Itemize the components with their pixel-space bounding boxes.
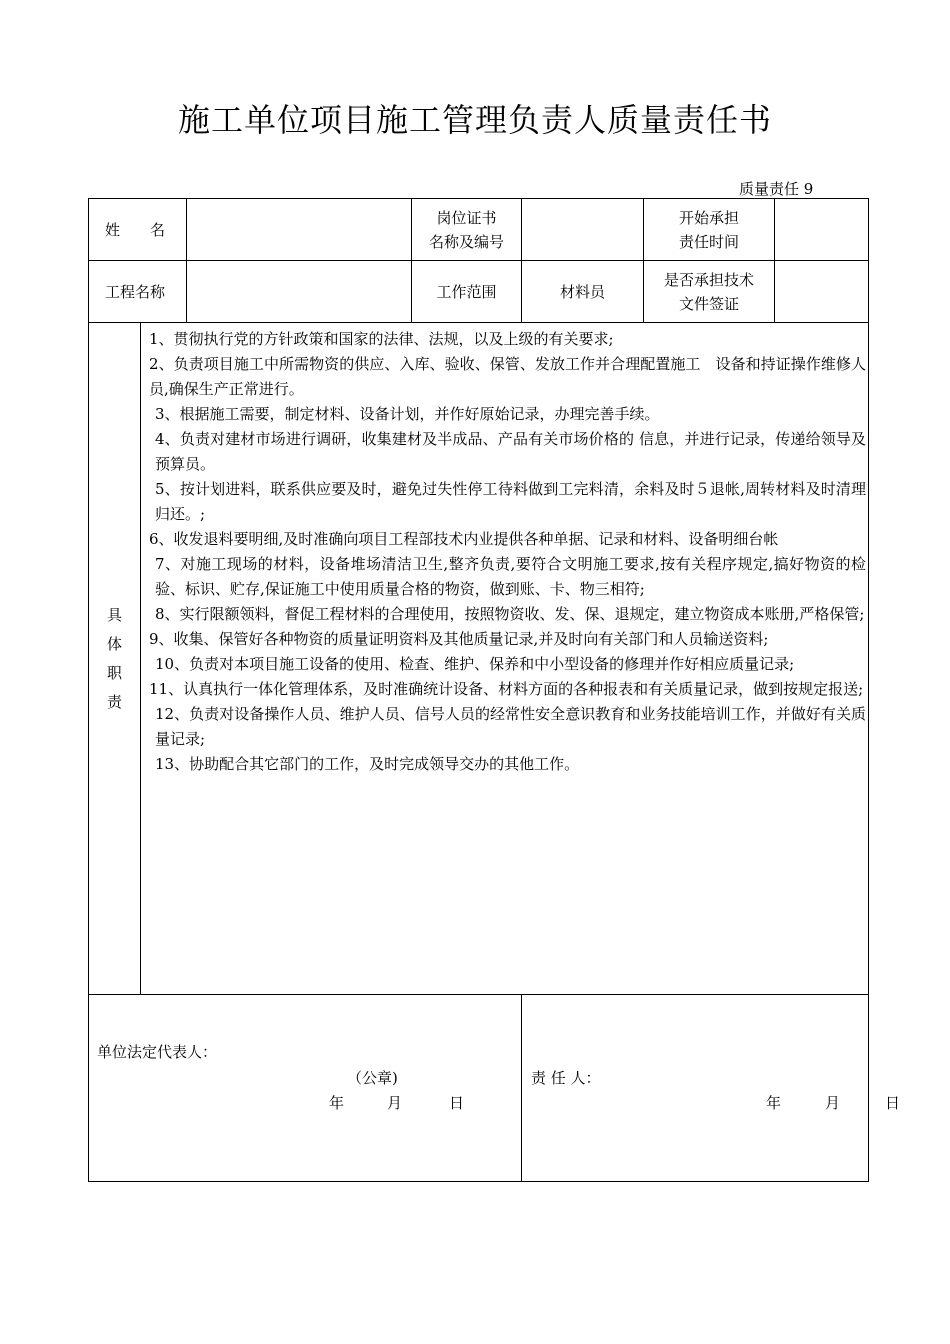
duties-label-char: 责 xyxy=(106,692,122,711)
duty-item: 8、实行限额领料，督促工程材料的合理使用，按照物资收、发、保、退规定，建立物资成本账册,严格保管; xyxy=(155,605,865,623)
project-value[interactable] xyxy=(187,261,412,323)
tech-label-line1: 是否承担技术 xyxy=(664,270,755,289)
responsible-label: 责 任 人： xyxy=(531,1069,601,1087)
cert-label xyxy=(412,199,522,261)
responsible-signature-cell xyxy=(522,995,901,1182)
duty-item: 10、负责对本项目施工设备的使用、检查、维护、保养和中小型设备的修理并作好相应质量记录; xyxy=(155,655,795,673)
duties-list xyxy=(141,323,869,995)
duties-label-char: 体 xyxy=(106,634,122,653)
start-time-value[interactable] xyxy=(775,199,869,261)
table-row-project xyxy=(89,261,869,323)
document-title: 施工单位项目施工管理负责人质量责任书 xyxy=(177,101,772,139)
duty-item: 4、负责对建材市场进行调研，收集建材及半成品、产品有关市场价格的 信息，并进行记录，传递给领导及预算员。 xyxy=(155,430,867,473)
table-row-signature xyxy=(89,995,869,1182)
tech-sign-value[interactable] xyxy=(775,261,869,323)
name-value[interactable] xyxy=(187,199,412,261)
project-label: 工程名称 xyxy=(89,261,187,323)
duty-item: 11、认真执行一体化管理体系，及时准确统计设备、材料方面的各种报表和有关质量记录，做到按规定报送; xyxy=(149,680,864,698)
duty-item: 5、按计划进料，联系供应要及时，避免过失性停工待料做到工完料清，余料及时５退帐,周转材料及时清理归还。; xyxy=(155,480,867,523)
duties-label-char: 职 xyxy=(106,663,122,682)
scope-value[interactable]: 材料员 xyxy=(522,261,644,323)
duties-label xyxy=(89,323,141,995)
date-day-label: 日 xyxy=(885,1094,901,1112)
seal-label: （公章) xyxy=(347,1069,398,1087)
date-year-label: 年 xyxy=(766,1094,782,1112)
duty-item: 3、根据施工需要，制定材料、设备计划，并作好原始记录，办理完善手续。 xyxy=(155,405,660,423)
document-number: 质量责任 9 xyxy=(739,180,814,198)
duties-label-char: 具 xyxy=(106,605,122,624)
legal-rep-signature-cell xyxy=(89,995,522,1182)
duty-item: 13、协助配合其它部门的工作，及时完成领导交办的其他工作。 xyxy=(155,755,580,773)
cert-label-line1: 岗位证书 xyxy=(436,208,497,227)
start-label-line1: 开始承担 xyxy=(679,208,740,227)
date-month-label: 月 xyxy=(825,1094,841,1112)
date-month-label: 月 xyxy=(387,1094,403,1112)
duty-item: 7、对施工现场的材料，设备堆场清洁卫生,整齐负责,要符合文明施工要求,按有关程序规定,搞好物资的检验、标识、贮存,保证施工中使用质量合格的物资，做到账、卡、物三相符; xyxy=(155,555,867,598)
duty-item: 6、收发退料要明细,及时准确向项目工程部技术内业提供各种单据、记录和材料、设备明细台帐 xyxy=(149,530,779,548)
cert-value[interactable] xyxy=(522,199,644,261)
duty-item: 12、负责对设备操作人员、维护人员、信号人员的经常性安全意识教育和业务技能培训工作，并做好有关质量记录; xyxy=(155,705,867,748)
table-row-name xyxy=(89,199,869,261)
duty-item: 9、收集、保管好各种物资的质量证明资料及其他质量记录,并及时向有关部门和人员输送资料; xyxy=(149,630,769,648)
date-year-label: 年 xyxy=(329,1094,345,1112)
start-time-label xyxy=(644,199,775,261)
cert-label-line2: 名称及编号 xyxy=(429,232,505,251)
duty-item: 1、贯彻执行党的方针政策和国家的法律、法规，以及上级的有关要求; xyxy=(149,330,614,348)
start-label-line2: 责任时间 xyxy=(679,232,740,251)
legal-rep-label: 单位法定代表人： xyxy=(97,1043,218,1061)
name-label: 姓 名 xyxy=(89,199,187,261)
date-day-label: 日 xyxy=(449,1094,465,1112)
scope-label: 工作范围 xyxy=(412,261,522,323)
responsibility-table xyxy=(88,198,901,1182)
tech-sign-label xyxy=(644,261,775,323)
duty-item: 2、负责项目施工中所需物资的供应、入库、验收、保管、发放工作并合理配置施工 设备和持证操作维修人员,确保生产正常进行。 xyxy=(149,355,867,398)
tech-label-line2: 文件签证 xyxy=(679,294,740,313)
table-row-duties xyxy=(89,323,869,995)
